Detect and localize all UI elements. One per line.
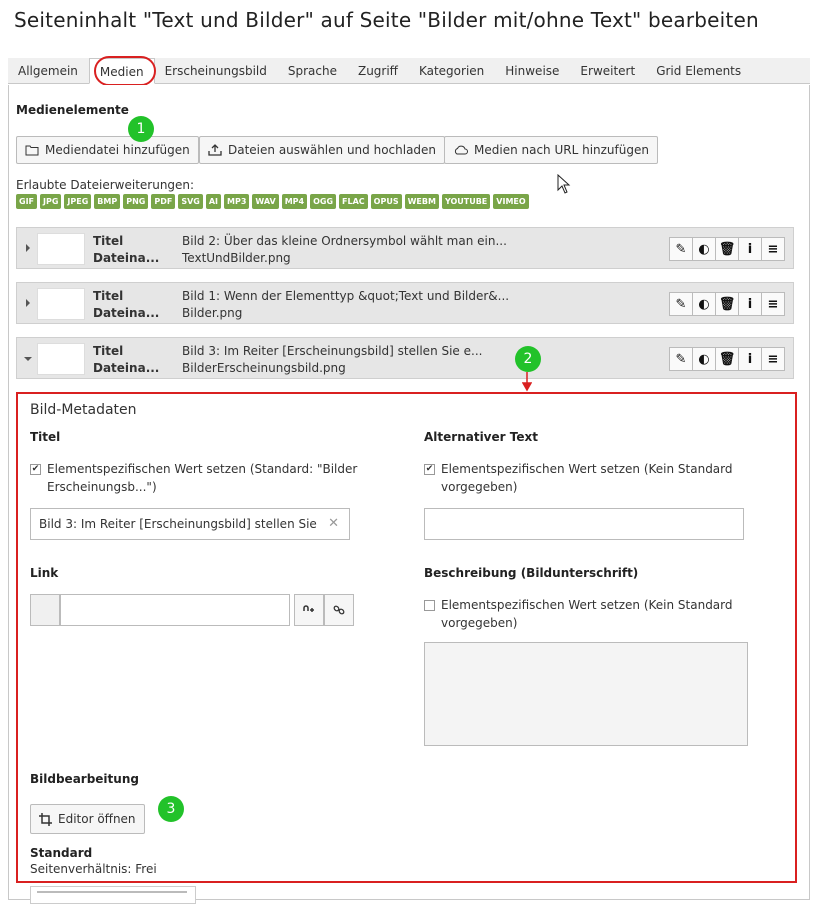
menu-icon[interactable]: ≡ [761, 292, 785, 316]
file-title: Bild 2: Über das kleine Ordnersymbol wählt man ein... [182, 234, 507, 248]
image-editing-label: Bildbearbeitung [30, 772, 139, 786]
badge-bmp: BMP [94, 194, 120, 209]
toggle-icon[interactable]: ◐ [692, 292, 716, 316]
callout-1: 1 [128, 116, 154, 142]
tab-medien[interactable]: Medien [89, 58, 155, 84]
description-override-checkbox-row[interactable] [424, 596, 764, 632]
badge-webm: WEBM [405, 194, 439, 209]
description-override-checkbox[interactable] [424, 600, 435, 611]
crop-icon [39, 813, 52, 826]
add-media-button[interactable] [16, 136, 199, 164]
file-thumbnail [37, 288, 85, 320]
pencil-icon[interactable]: ✎ [669, 347, 693, 371]
badge-flac: FLAC [339, 194, 368, 209]
arrow-down-icon [522, 372, 532, 392]
page-title: Seiteninhalt "Text und Bilder" auf Seite "Bilder mit/ohne Text" bearbeiten [14, 8, 759, 32]
file-name: Bilder.png [182, 306, 243, 320]
file-title: Bild 1: Wenn der Elementtyp &quot;Text und Bilder&... [182, 289, 510, 303]
crop-variant-label: Standard [30, 846, 93, 860]
file-title-label: Titel [93, 234, 124, 248]
link-icon [332, 604, 346, 616]
file-name-label: Dateina... [93, 251, 160, 265]
badge-vimeo: VIMEO [493, 194, 528, 209]
file-name-label: Dateina... [93, 361, 160, 375]
tab-erweitert[interactable]: Erweitert [580, 64, 636, 78]
image-metadata-panel [16, 392, 797, 883]
file-actions [669, 237, 785, 261]
tab-kategorien[interactable]: Kategorien [418, 64, 485, 78]
link-input[interactable] [60, 594, 290, 626]
badge-opus: OPUS [371, 194, 402, 209]
aspect-ratio-text: Seitenverhältnis: Frei [30, 862, 157, 876]
badge-ai: AI [206, 194, 221, 209]
tab-zugriff[interactable]: Zugriff [357, 64, 398, 78]
file-row-1[interactable] [16, 227, 794, 269]
tab-bar [8, 58, 810, 84]
description-textarea[interactable] [424, 642, 748, 746]
alt-text-field-label: Alternativer Text [424, 430, 538, 444]
badge-png: PNG [123, 194, 148, 209]
badge-svg: SVG [178, 194, 203, 209]
badge-pdf: PDF [151, 194, 175, 209]
trash-icon[interactable]: 🗑 [715, 237, 739, 261]
file-actions [669, 347, 785, 371]
title-override-text: Elementspezifischen Wert setzen (Standard: "Bilder Erscheinungsb...") [47, 462, 358, 494]
tab-hinweise[interactable]: Hinweise [505, 64, 560, 78]
link-browser-button[interactable] [294, 594, 324, 626]
add-media-label: Mediendatei hinzufügen [45, 143, 190, 157]
mouse-cursor-icon [557, 174, 571, 194]
description-override-text: Elementspezifischen Wert setzen (Kein Standard vorgegeben) [441, 598, 733, 630]
tab-grid-elements[interactable]: Grid Elements [656, 64, 742, 78]
tab-sprache[interactable]: Sprache [287, 64, 337, 78]
info-icon[interactable]: i [738, 292, 762, 316]
file-row-2[interactable] [16, 282, 794, 324]
clear-icon[interactable]: ✕ [328, 516, 339, 531]
crop-preview-thumbnail [30, 886, 196, 904]
file-name: TextUndBilder.png [182, 251, 291, 265]
badge-gif: GIF [16, 194, 37, 209]
file-thumbnail [37, 233, 85, 265]
title-input-value: Bild 3: Im Reiter [Erscheinungsbild] stellen Sie [39, 517, 317, 531]
tab-erscheinungsbild[interactable]: Erscheinungsbild [164, 64, 267, 78]
allowed-extensions-label: Erlaubte Dateierweiterungen: [16, 178, 195, 192]
caret-right-icon[interactable] [25, 299, 31, 307]
caret-down-icon[interactable] [24, 356, 32, 362]
badge-mp3: MP3 [224, 194, 249, 209]
callout-2: 2 [515, 346, 541, 372]
trash-icon[interactable]: 🗑 [715, 292, 739, 316]
extension-badges [16, 194, 529, 209]
badge-mp4: MP4 [282, 194, 307, 209]
file-actions [669, 292, 785, 316]
file-name-label: Dateina... [93, 306, 160, 320]
alt-text-input[interactable] [424, 508, 744, 540]
trash-icon[interactable]: 🗑 [715, 347, 739, 371]
badge-youtube: YOUTUBE [442, 194, 490, 209]
metadata-heading: Bild-Metadaten [30, 402, 137, 418]
file-thumbnail [37, 343, 85, 375]
title-override-checkbox-row[interactable] [30, 460, 380, 496]
alt-override-checkbox-row[interactable] [424, 460, 764, 496]
tab-allgemein[interactable]: Allgemein [18, 64, 78, 78]
file-title-label: Titel [93, 289, 124, 303]
title-field-label: Titel [30, 430, 61, 444]
callout-3: 3 [158, 796, 184, 822]
link-type-prefix [30, 594, 60, 626]
caret-right-icon[interactable] [25, 244, 31, 252]
add-media-url-label: Medien nach URL hinzufügen [474, 143, 649, 157]
file-row-3[interactable] [16, 337, 794, 379]
badge-jpg: JPG [40, 194, 61, 209]
info-icon[interactable]: i [738, 237, 762, 261]
folder-icon [25, 145, 39, 156]
upload-files-label: Dateien auswählen und hochladen [228, 143, 437, 157]
link-add-icon [302, 604, 316, 616]
pencil-icon[interactable]: ✎ [669, 237, 693, 261]
description-field-label: Beschreibung (Bildunterschrift) [424, 566, 639, 580]
badge-wav: WAV [252, 194, 278, 209]
badge-jpeg: JPEG [64, 194, 91, 209]
add-media-url-button[interactable] [444, 136, 658, 164]
toggle-icon[interactable]: ◐ [692, 237, 716, 261]
media-section-label: Medienelemente [16, 103, 129, 117]
title-input[interactable] [30, 508, 350, 540]
title-override-checkbox[interactable]: ✔ [31, 464, 40, 474]
alt-override-checkbox[interactable]: ✔ [425, 464, 434, 474]
open-editor-label: Editor öffnen [58, 812, 136, 826]
file-title-label: Titel [93, 344, 124, 358]
menu-icon[interactable]: ≡ [761, 347, 785, 371]
file-name: BilderErscheinungsbild.png [182, 361, 346, 375]
link-icon-button[interactable] [324, 594, 354, 626]
file-title: Bild 3: Im Reiter [Erscheinungsbild] stellen Sie e... [182, 344, 483, 358]
badge-ogg: OGG [310, 194, 336, 209]
info-icon[interactable]: i [738, 347, 762, 371]
link-field-label: Link [30, 566, 59, 580]
menu-icon[interactable]: ≡ [761, 237, 785, 261]
cloud-icon [453, 145, 468, 155]
pencil-icon[interactable]: ✎ [669, 292, 693, 316]
upload-files-button[interactable] [199, 136, 445, 164]
upload-icon [208, 144, 222, 156]
alt-override-text: Elementspezifischen Wert setzen (Kein Standard vorgegeben) [441, 462, 733, 494]
toggle-icon[interactable]: ◐ [692, 347, 716, 371]
open-editor-button[interactable] [30, 804, 145, 834]
